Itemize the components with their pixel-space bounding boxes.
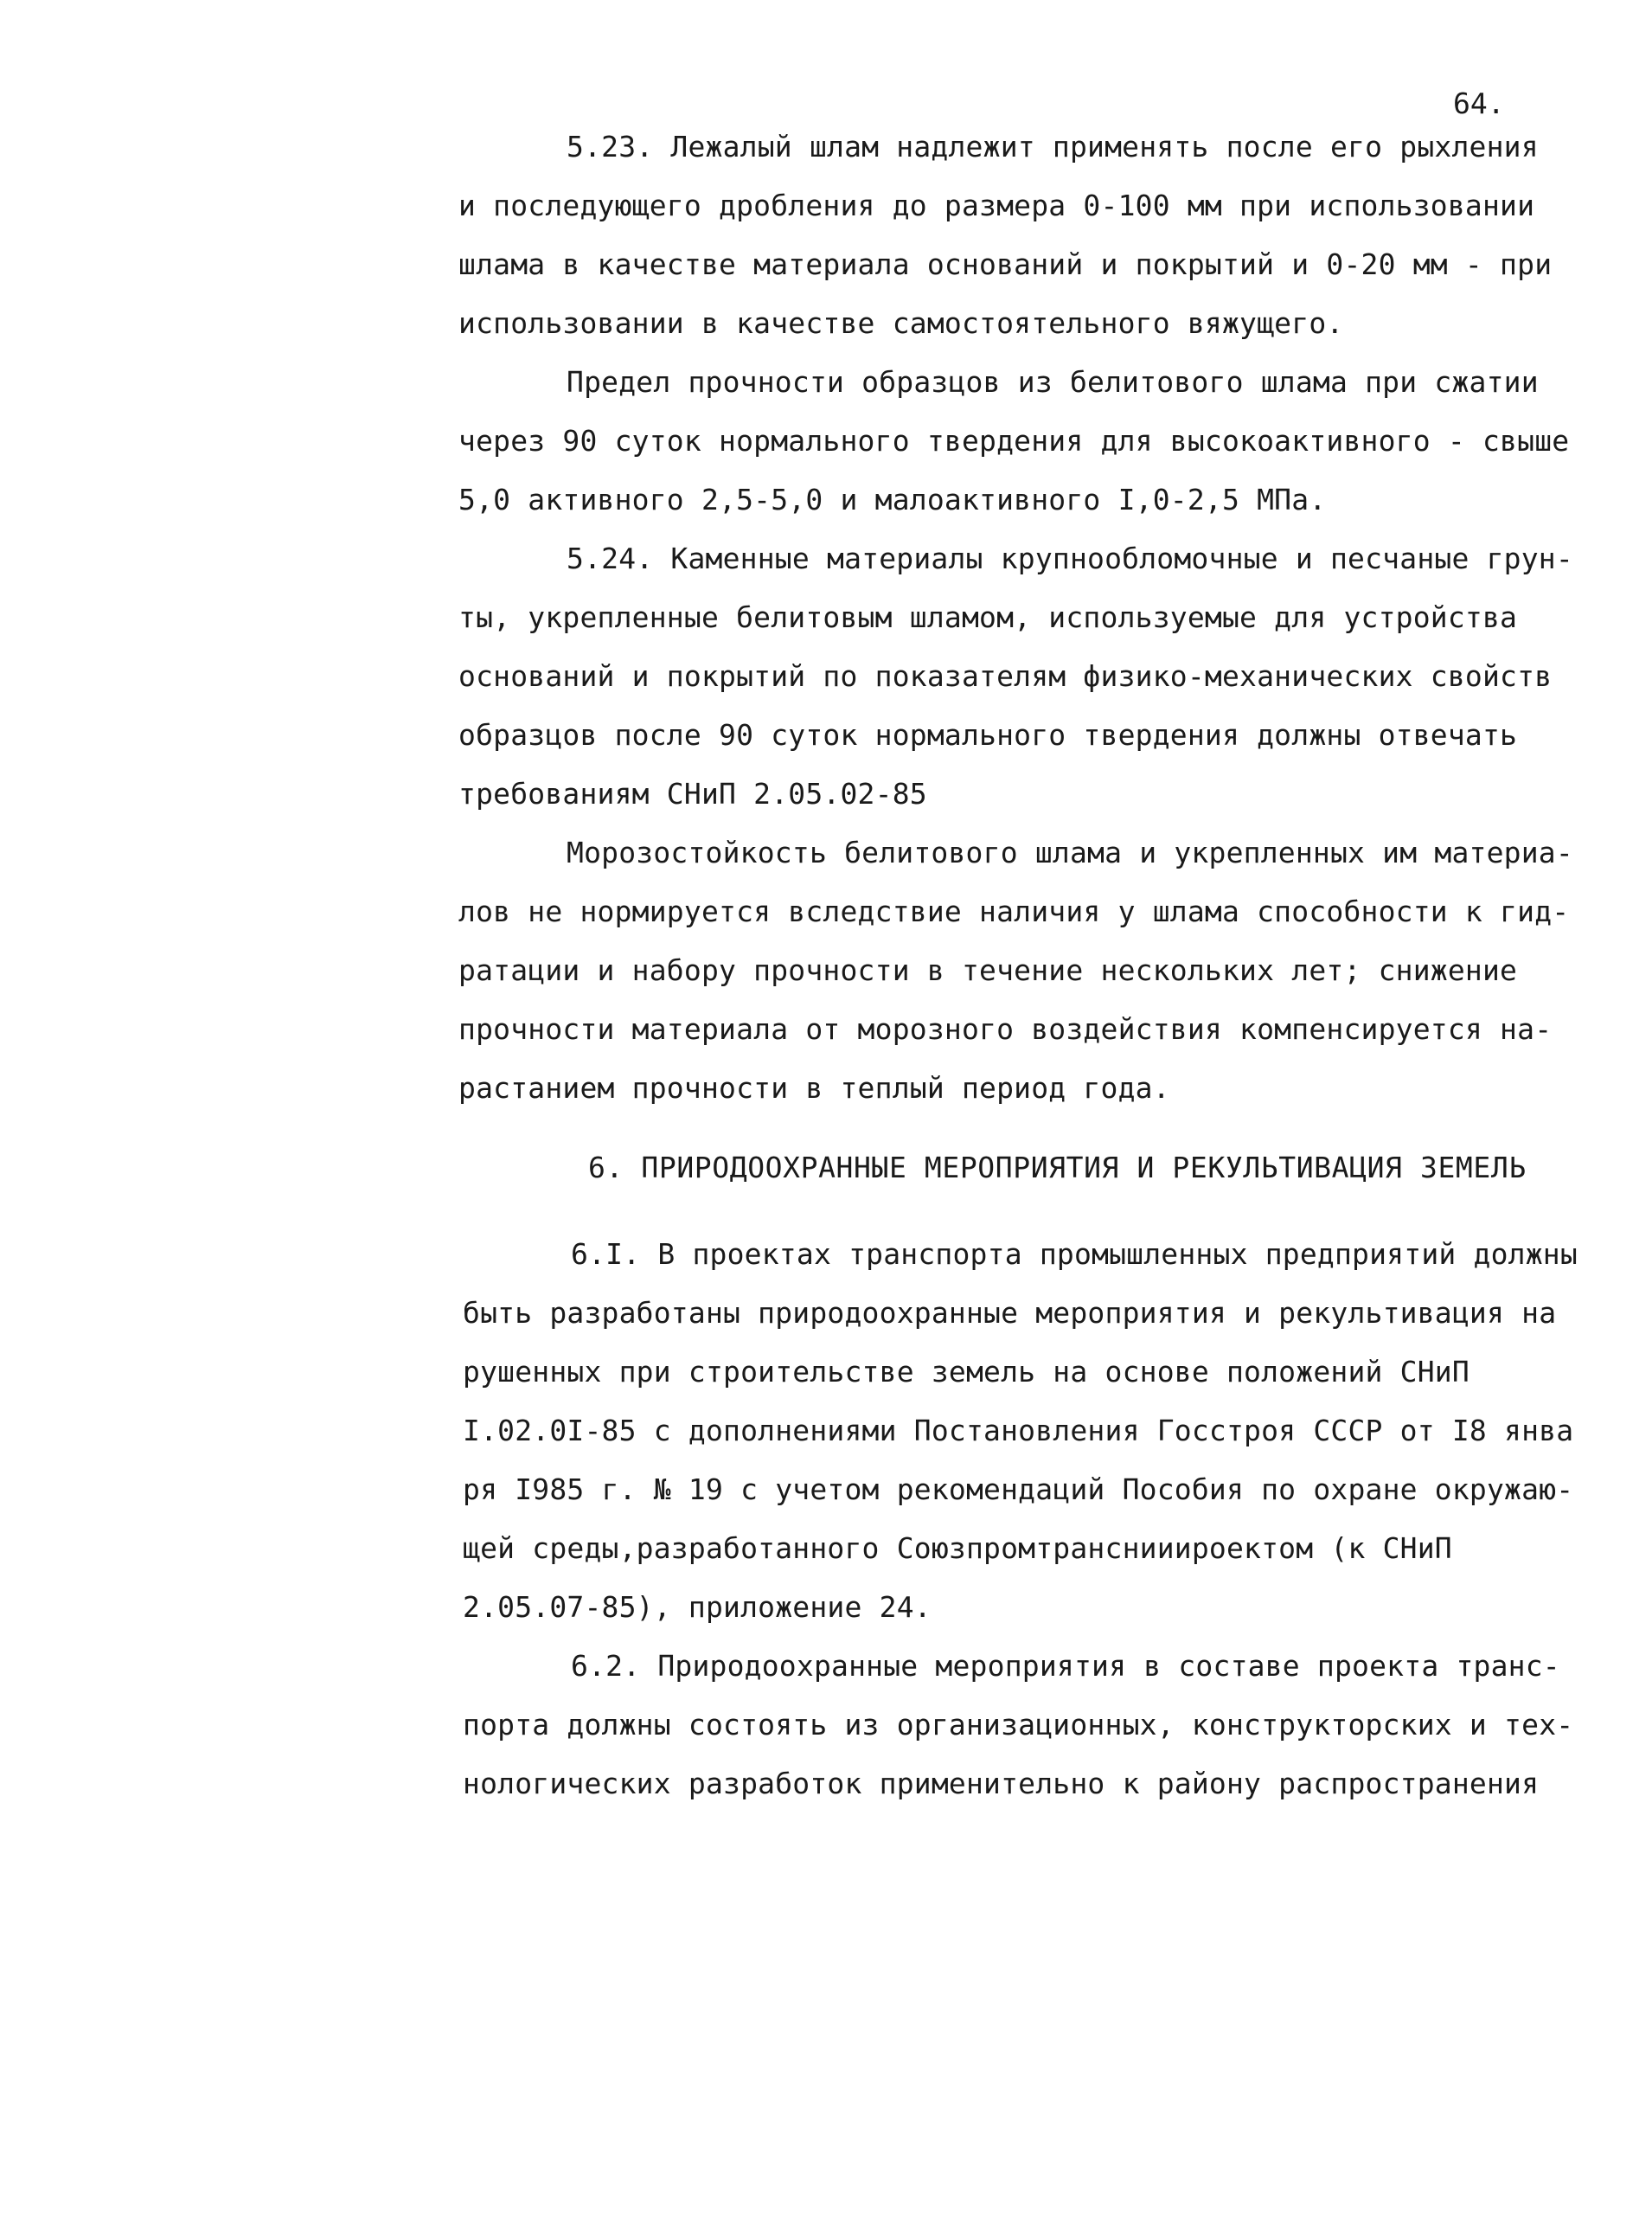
paragraph-6-2-line: порта должны состоять из организационных, конструкторских и тех- [463,1708,1574,1742]
paragraph-6-1-line: 2.05.07-85), приложение 24. [463,1590,932,1624]
paragraph-5-23-line: использовании в качестве самостоятельного вяжущего. [458,306,1344,340]
section-6-heading: 6. ПРИРОДООХРАННЫЕ МЕРОПРИЯТИЯ И РЕКУЛЬТИВАЦИЯ ЗЕМЕЛЬ [588,1151,1527,1184]
paragraph-5-23-line: 5.23. Лежалый шлам надлежит применять после его рыхления [567,130,1539,164]
paragraph-frost-line: Морозостойкость белитового шлама и укрепленных им материа- [567,836,1573,869]
paragraph-5-24-line: оснований и покрытий по показателям физико-механических свойств [458,659,1553,693]
paragraph-5-23-line: и последующего дробления до размера 0-100 мм при использовании [458,189,1535,222]
paragraph-6-1-line: рушенных при строительстве земель на основе положений СНиП [463,1355,1470,1389]
paragraph-5-23-line: шлама в качестве материала оснований и покрытий и 0-20 мм - при [458,247,1553,281]
paragraph-frost-line: ратации и набору прочности в течение нескольких лет; снижение [458,953,1518,987]
page-number: 64. [1453,87,1505,120]
paragraph-frost-line: растанием прочности в теплый период года. [458,1071,1170,1105]
paragraph-5-24-line: 5.24. Каменные материалы крупнообломочные и песчаные грун- [567,542,1573,575]
paragraph-6-1-line: ря I985 г. № 19 с учетом рекомендаций Пособия по охране окружаю- [463,1472,1574,1506]
paragraph-strength-line: Предел прочности образцов из белитового шлама при сжатии [567,365,1539,399]
paragraph-5-24-line: требованиям СНиП 2.05.02-85 [458,777,927,811]
paragraph-frost-line: прочности материала от морозного воздействия компенсируется на- [458,1012,1553,1046]
paragraph-6-1-line: щей среды,разработанного Союзпромтранснииироектом (к СНиП [463,1531,1452,1565]
paragraph-5-24-line: ты, укрепленные белитовым шламом, используемые для устройства [458,600,1518,634]
paragraph-strength-line: 5,0 активного 2,5-5,0 и малоактивного I,0-2,5 МПа. [458,483,1327,516]
paragraph-6-2-line: нологических разработок применительно к району распространения [463,1767,1540,1800]
paragraph-5-24-line: образцов после 90 суток нормального твердения должны отвечать [458,718,1518,752]
paragraph-6-1-line: I.02.0I-85 с дополнениями Постановления Госстроя СССР от I8 янва [463,1414,1574,1447]
paragraph-6-2-line: 6.2. Природоохранные мероприятия в составе проекта транс- [571,1649,1560,1683]
paragraph-strength-line: через 90 суток нормального твердения для высокоактивного - свыше [458,424,1570,458]
paragraph-6-1-line: 6.I. В проектах транспорта промышленных предприятий должны [571,1237,1578,1271]
paragraph-frost-line: лов не нормируется вследствие наличия у шлама способности к гид- [458,895,1570,928]
paragraph-6-1-line: быть разработаны природоохранные мероприятия и рекультивация на [463,1296,1557,1330]
